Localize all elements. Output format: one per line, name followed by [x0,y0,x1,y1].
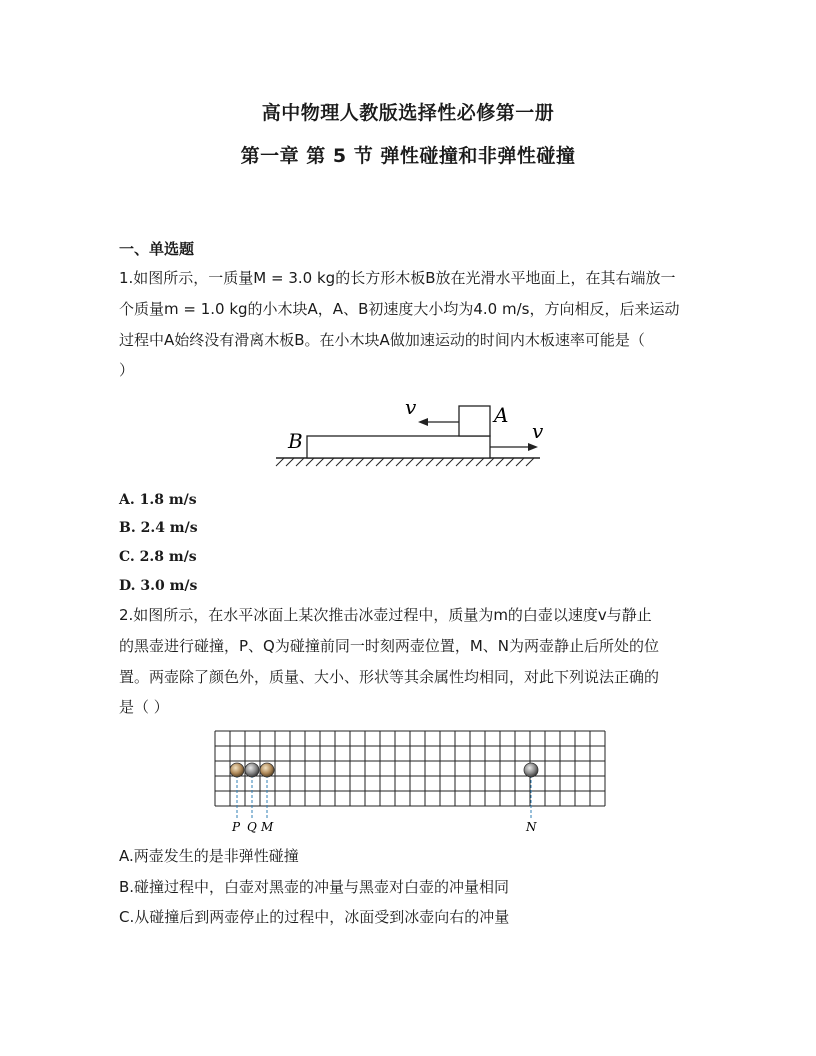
label-p: P [232,820,241,834]
stone-p [230,763,244,777]
label-b: B [288,429,303,453]
doc-subtitle: 第一章 第 5 节 弹性碰撞和非弹性碰撞 [240,145,576,167]
label-n: N [526,820,537,834]
guide-lines [237,770,531,818]
block-a [459,406,490,436]
label-q: Q [247,820,257,834]
q2-option-c: C.从碰撞后到两壶停止的过程中，冰面受到冰壶向右的冲量 [119,908,510,926]
section-heading: 一、单选题 [119,240,195,258]
q2-option-a: A.两壶发生的是非弹性碰撞 [119,847,299,865]
board-b [307,436,490,458]
stone-n [524,763,538,777]
stone-m [260,763,274,777]
arrowhead-right-icon [528,443,538,451]
label-v-right: v [532,419,544,443]
q1-line: 1.如图所示，一质量M = 3.0 kg的长方形木板B放在光滑水平地面上，在其右端放一 [119,269,676,287]
label-m: M [261,820,274,834]
q1-line: 过程中A始终没有滑离木板B。在小木块A做加速运动的时间内木板速率可能是（ [119,331,645,349]
q1-line: 个质量m = 1.0 kg的小木块A，A、B初速度大小均为4.0 m/s，方向相反，后来运动 [119,300,680,318]
q2-line: 2.如图所示，在水平冰面上某次推击冰壶过程中，质量为m的白壶以速度v与静止 [119,606,652,624]
arrowhead-left-icon [418,418,428,426]
q1-option-d: D. 3.0 m/s [119,578,198,594]
label-v-left: v [405,395,417,419]
label-a: A [494,403,509,427]
q2-figure [210,726,610,836]
q1-option-c: C. 2.8 m/s [119,549,197,565]
doc-title: 高中物理人教版选择性必修第一册 [261,102,555,124]
ground-hatching [276,458,534,466]
q1-figure [270,392,550,467]
q2-line: 置。两壶除了颜色外，质量、大小、形状等其余属性均相同，对此下列说法正确的 [119,668,660,686]
q1-option-a: A. 1.8 m/s [119,492,197,508]
q1-option-b: B. 2.4 m/s [119,520,198,536]
q2-option-b: B.碰撞过程中，白壶对黑壶的冲量与黑壶对白壶的冲量相同 [119,878,510,896]
q1-line: ） [119,361,135,379]
q2-line: 的黑壶进行碰撞，P、Q为碰撞前同一时刻两壶位置，M、N为两壶静止后所处的位 [119,637,660,655]
q2-line: 是（ ） [119,698,169,716]
stone-q [245,763,259,777]
